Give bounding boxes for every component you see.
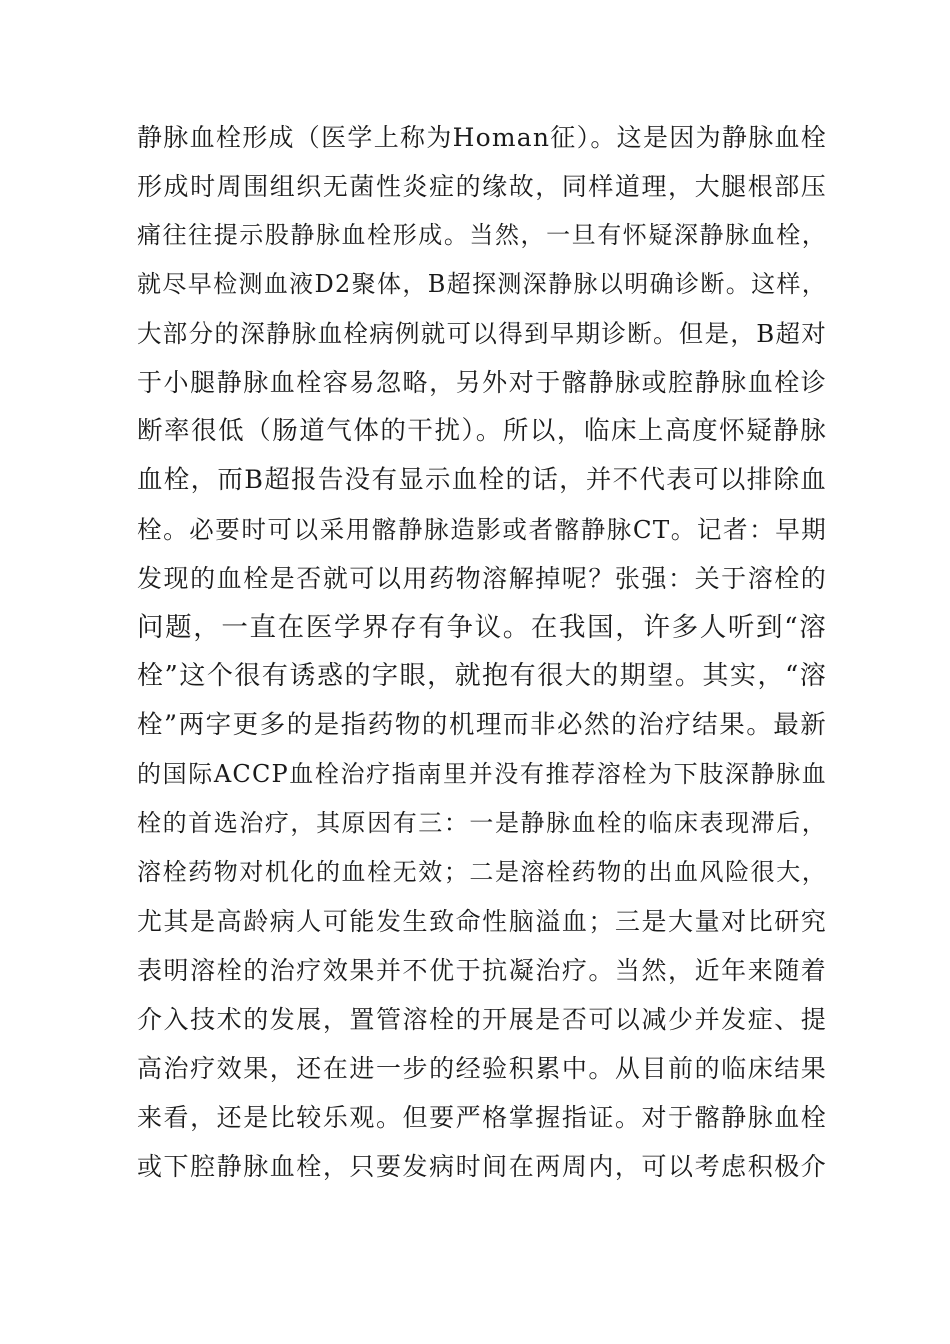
text-line: 就尽早检测血液D2聚体，B超探测深静脉以明确诊断。这样， <box>137 270 827 298</box>
text-line: 静脉血栓形成（医学上称为Homan征）。这是因为静脉血栓 <box>137 123 827 152</box>
body-text <box>137 113 827 1191</box>
text-line: 来看，还是比较乐观。但要严格掌握指证。对于髂静脉血栓 <box>137 1103 827 1132</box>
text-line: 血栓，而B超报告没有显示血栓的话，并不代表可以排除血 <box>137 465 827 495</box>
text-line: 痛往往提示股静脉血栓形成。当然，一旦有怀疑深静脉血栓， <box>137 221 827 249</box>
text-line: 栓”两字更多的是指药物的机理而非必然的治疗结果。最新 <box>137 710 827 740</box>
text-line: 栓的首选治疗，其原因有三：一是静脉血栓的临床表现滞后， <box>137 809 827 837</box>
text-line: 栓。必要时可以采用髂静脉造影或者髂静脉CT。记者：早期 <box>137 515 828 544</box>
text-line: 形成时周围组织无菌性炎症的缘故，同样道理，大腿根部压 <box>137 172 827 201</box>
text-line: 尤其是高龄病人可能发生致命性脑溢血；三是大量对比研究 <box>137 907 827 936</box>
text-line: 高治疗效果，还在进一步的经验积累中。从目前的临床结果 <box>137 1054 827 1083</box>
text-line: 断率很低（肠道气体的干扰）。所以，临床上高度怀疑静脉 <box>137 416 827 446</box>
text-line: 大部分的深静脉血栓病例就可以得到早期诊断。但是，B超对 <box>137 319 827 348</box>
text-line: 介入技术的发展，置管溶栓的开展是否可以减少并发症、提 <box>137 1005 827 1034</box>
text-line: 发现的血栓是否就可以用药物溶解掉呢？张强：关于溶栓的 <box>137 564 827 593</box>
text-line: 于小腿静脉血栓容易忽略，另外对于髂静脉或腔静脉血栓诊 <box>137 368 827 397</box>
text-line: 问题，一直在医学界存有争议。在我国，许多人听到“溶 <box>137 612 827 643</box>
text-line: 溶栓药物对机化的血栓无效；二是溶栓药物的出血风险很大， <box>137 858 827 886</box>
text-line: 的国际ACCP血栓治疗指南里并没有推荐溶栓为下肢深静脉血 <box>137 760 827 788</box>
text-line: 表明溶栓的治疗效果并不优于抗凝治疗。当然，近年来随着 <box>137 956 827 985</box>
text-line: 栓”这个很有诱惑的字眼，就抱有很大的期望。其实，“溶 <box>137 661 827 691</box>
text-line: 或下腔静脉血栓，只要发病时间在两周内，可以考虑积极介 <box>137 1152 827 1181</box>
